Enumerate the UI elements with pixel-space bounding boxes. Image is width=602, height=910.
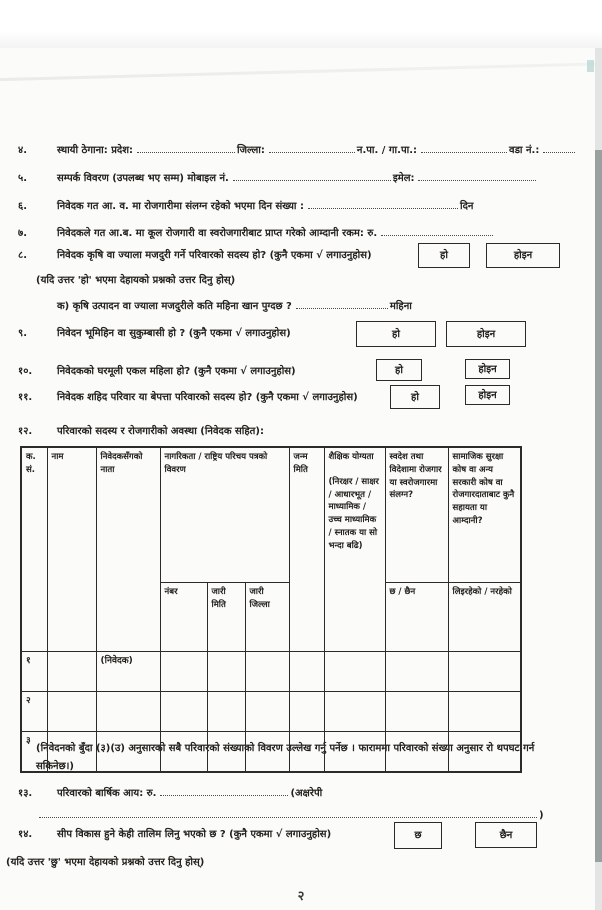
table-cell [160,692,207,732]
dotted-blank-field [39,807,537,818]
checkbox-q9-yes[interactable]: हो [356,321,436,347]
page-edge-shadow [0,62,602,82]
checkbox-q10-no[interactable]: होइन [465,359,510,379]
form-item-q13 [18,785,582,801]
scrollbar-thumb[interactable] [595,150,602,862]
checkbox-q9-no[interactable]: होइन [446,321,526,347]
col-employment-group: स्वदेश तथा विदेशामा रोजगार या स्वरोजगारमा संलग्न? [385,447,448,583]
item-text-line [57,198,475,214]
item-text: निवेदकले गत आ.ब. मा कूल रोजगारी वा स्वरोजगारीबाट प्राप्त गरेको आम्दानी रकम: रु. [57,228,378,239]
col-relation: निवेदकसँगको नाता [96,447,160,652]
scanned-form-page [0,48,602,910]
item-text: न.पा. / गा.पा.: [356,145,418,156]
table-cell: २ [21,692,47,732]
item-text: महिना [389,301,412,312]
table-cell [245,652,289,692]
item-text-line [37,807,546,823]
item-text: परिवारको बार्षिक आय: रु. [57,788,157,799]
item-text: वडा नं.: [509,145,540,156]
item-number: ८. [18,250,27,261]
form-item-q13b [37,807,543,823]
table-cell [96,692,160,732]
col-education [324,447,385,652]
table-cell [245,692,289,732]
form-item-q11 [18,390,582,405]
table-cell [385,652,448,692]
form-item-q14note [6,855,570,870]
form-item-q8 [18,248,582,263]
item-text: (अक्षरेपी [290,788,323,799]
dotted-blank-field [308,198,458,209]
checkbox-q10-yes[interactable]: हो [376,359,422,381]
dotted-blank-field [233,170,391,181]
item-text-line [57,170,538,186]
col-id-issue-date: जारी मिति [207,583,245,652]
col-education-detail: (निरक्षर / साक्षर / आधारभूत / माध्यामिक / उच्च माध्यामिक / स्नातक या सो भन्दा बढि) [328,476,379,551]
col-citizenship-group: नागरिकता / राष्ट्रिय परिचय पत्रको विवरण [160,447,289,583]
table-row [21,652,521,692]
page-number: २ [297,889,305,904]
dotted-blank-field [269,142,355,153]
item-text: सम्पर्क विवरण (उपलब्ध भए सम्म) मोबाइल नं. [57,173,229,184]
dotted-blank-field [137,142,235,153]
item-text-line [57,364,298,379]
form-item-q6 [18,198,582,214]
col-name: नाम [47,447,96,652]
item-text: क) कृषि उत्पादन वा ज्याला मजदुरीले कति महिना खान पुग्दछ ? [57,301,292,312]
table-cell: १ [21,652,47,692]
item-text: (यदि उत्तर 'छु' भएमा देहायको प्रश्नको उत्तर दिनु होस्) [6,857,205,868]
table-cell [385,692,448,732]
form-item-q4 [18,142,582,158]
item-number: १२. [18,426,33,437]
item-number: १४. [18,829,33,840]
item-text: निवेदन भूमिहिन वा सुकुम्बासी हो ? (कुनै एकमा √ लगाउनुहोस) [57,328,291,339]
item-text-line [57,827,333,842]
scan-top-margin [0,0,602,48]
dotted-blank-field [296,298,388,309]
col-social-security-sub: लिइरहेको / नरहेको [448,583,521,652]
item-number: ६. [18,201,27,212]
table-cell: (निवेदक) [96,652,160,692]
table-cell [448,692,521,732]
item-text-line [6,855,206,870]
table-cell [160,732,207,773]
item-text: निवेदकको घरमूली एकल महिला हो? (कुनै एकमा √ लगाउनुहोस) [57,366,296,377]
item-text: सीप विकास हुने केही तालिम लिनु भएको छ ? (कुनै एकमा √ लगाउनुहोस) [57,829,332,840]
table-cell [324,692,385,732]
table-cell [245,732,289,773]
item-number: ९. [18,328,27,339]
col-id-issue-district: जारी जिल्ला [245,583,289,652]
family-members-table [20,446,522,773]
checkbox-q8-no[interactable]: होइन [486,243,560,268]
dotted-blank-field [381,225,493,236]
item-text-line [57,225,495,241]
table-cell [207,732,245,773]
item-number: ७. [18,228,27,239]
form-item-q8note [36,273,600,288]
table-cell [448,652,521,692]
table-row [21,732,521,773]
item-text-line [57,390,360,405]
item-number: ४. [18,145,27,156]
table-cell: ३ [21,732,47,773]
table-cell [96,732,160,773]
table-cell [160,652,207,692]
table-cell [207,652,245,692]
form-item-q14 [18,827,582,842]
checkbox-q14-yes[interactable]: छ [394,822,442,849]
item-text: निवेदक गत आ. व. मा रोजगारीमा संलग्न रहेको भएमा दिन संख्या : [57,201,304,212]
col-employment-sub: छ / छैन [385,583,448,652]
table-cell [47,652,96,692]
table-cell [324,732,385,773]
item-text: जिल्ला: [237,145,265,156]
family-table-body [21,652,521,773]
form-item-q5 [18,170,582,186]
checkbox-q11-yes[interactable]: हो [390,385,440,409]
form-item-q8a [57,298,602,314]
table-cell [47,692,96,732]
table-cell [385,732,448,773]
item-text-line [57,326,293,341]
item-text: निवेदक कृषि वा ज्याला मजदुरी गर्ने परिवारको सदस्य हो? (कुनै एकमा √ लगाउनुहोस) [57,250,372,261]
corner-scan-artifact [587,60,594,72]
item-text-line [57,248,374,263]
checkbox-q8-yes[interactable]: हो [418,243,470,268]
item-text: (निवेदनको बुँदा (३)(उ) अनुसारको सबै परिवारको संख्याको विवरण उल्लेख गर्नु पर्नेछ । फाराममा परिवारको संख्या अनुसार रो थपघट गर्न सकिनेछ।) [36,743,535,772]
form-item-q10 [18,364,582,379]
col-id-number: नंबर [160,583,207,652]
form-item-q9 [18,326,582,341]
col-social-security-group: सामाजिक सुरक्षा कोष वा अन्य सरकारी कोष वा रोजगारदाताबाट कुनै सहायता या आम्दानी? [448,447,521,583]
table-row [21,692,521,732]
item-text-line [57,298,414,314]
item-number: ११. [18,392,33,403]
col-serial-number: क. सं. [21,447,47,652]
item-text: परिवारको सदस्य र रोजगारीको अवस्था (निवेदक सहित): [57,426,264,437]
dotted-blank-field [160,785,288,796]
table-cell [289,692,324,732]
form-item-q7 [18,225,582,241]
checkbox-q14-no[interactable]: छैन [475,822,537,848]
item-number: ५. [18,173,27,184]
item-text: इमेल: [392,173,415,184]
dotted-blank-field [418,170,536,181]
dotted-blank-field [543,142,575,153]
item-text-line [36,273,237,288]
table-cell [47,732,96,773]
col-dob: जन्म मिति [289,447,324,652]
item-text: स्थायी ठेगाना: प्रदेश: [57,145,133,156]
item-text-line [57,785,324,801]
form-item-q12 [18,424,582,439]
checkbox-q11-no[interactable]: होइन [465,385,510,405]
item-text-line [57,424,266,439]
item-text: ) [539,810,544,821]
item-text: दिन [459,201,474,212]
item-number: १३. [18,788,33,799]
item-text-line [57,142,577,158]
table-cell [324,652,385,692]
item-text: (यदि उत्तर 'हो' भएमा देहायको प्रश्नको उत्तर दिनु होस्) [36,275,236,286]
table-cell [289,652,324,692]
dotted-blank-field [421,142,507,153]
col-education-title: शैक्षिक योग्यता [328,452,374,462]
table-cell [207,692,245,732]
table-cell [448,732,521,773]
item-number: १०. [18,366,33,377]
item-text: निवेदक शहिद परिवार या बेपत्ता परिवारको सदस्य हो? (कुनै एकमा √ लगाउनुहोस) [57,392,358,403]
table-cell [289,732,324,773]
